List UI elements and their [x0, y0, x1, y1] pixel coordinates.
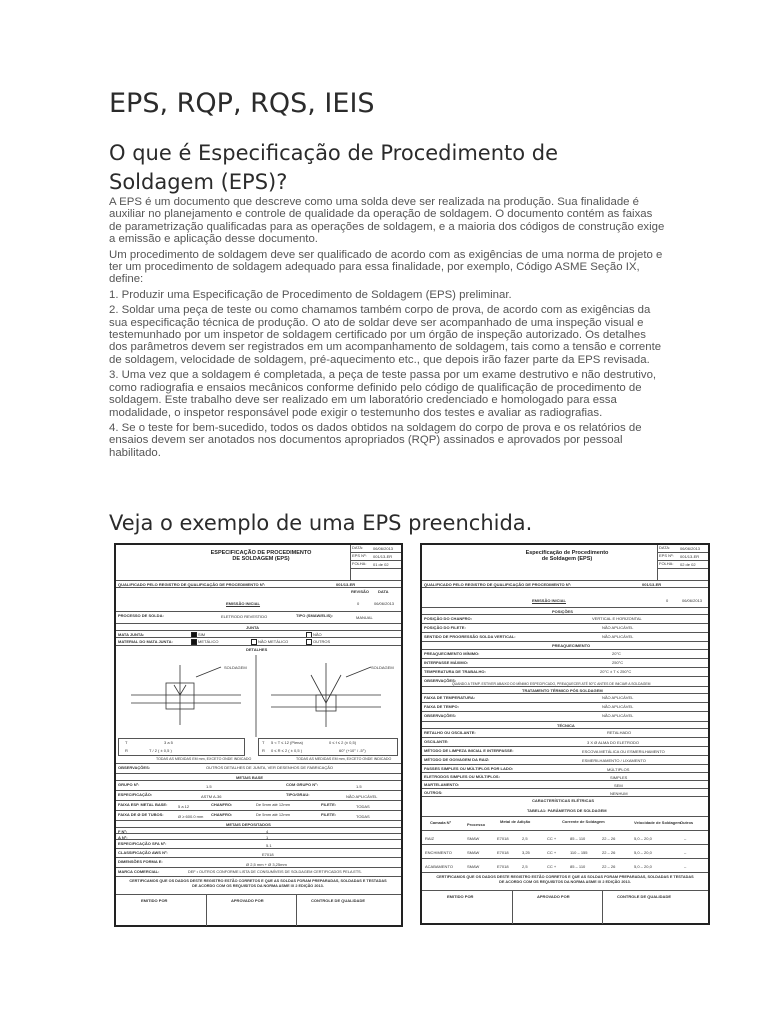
table-cell: E7018: [497, 850, 509, 855]
weld-label: SOLDAGEM: [224, 665, 247, 670]
table-cell: E7018: [497, 836, 509, 841]
table-row: [422, 830, 708, 845]
table-cell: –: [684, 850, 687, 855]
table-cell: 85 – 110: [570, 836, 586, 841]
table-cell: CC +: [547, 836, 557, 841]
weld-label: SOLDAGEM: [371, 665, 394, 670]
table-cell: 22 – 26: [602, 850, 616, 855]
table-cell: RAIZ: [425, 836, 435, 841]
table-cell: ENCHIMENTO: [425, 850, 452, 855]
form-title: Especificação de Procedimento de Soldagem (EPS): [525, 550, 609, 562]
table-cell: 22 – 26: [602, 864, 616, 869]
table-cell: 5,0 – 20,0: [634, 836, 652, 841]
table-cell: 3,25: [522, 850, 530, 855]
detail-table-left: T 3 a 5 R T / 2 ( ± 0,5 ): [118, 738, 245, 756]
paragraph: A EPS é um documento que descreve como uma solda deve ser realizada na produção. Sua finalidade é auxiliar no planejamento e controle de qualidade da operação de soldagem. O documento contém as faixas de parametrização qualificadas para as operações de soldagem, e a maioria dos códigos de construção exige a emissão e aplicação desse documento.: [109, 196, 665, 246]
table-cell: SMAW: [467, 836, 480, 841]
form-header-cells: DATA: 06/06/2013 EPS Nº: 001/13-ER FOLHA: 02 de 02: [657, 545, 708, 580]
eps-form-page-1: ESPECIFICAÇÃO DE PROCEDIMENTO DE SOLDAGEM (EPS) DATA: 06/06/2013 EPS Nº: 001/13-ER FOLHA: 01 de 02 QUALIFICADO PELO REGISTRO DE QUALIFICAÇÃO DE PROCEDIMENTO Nº: 001/13-ER REVISÃO DATA EMISSÃO INICIAL 0 06/06/2013 PROCESSO DE SOLDA: ELETRODO REVESTIDO TIPO (SMAW/ELIS): MANUAL JUNTA MATA JUNTA: SIM NÃO MATERIAL DO MATA JUNTA: METÁLICO NÃO METÁLICO OUTROS DETALHES SOLDAGEM SOLDAGEM T 3 a 5 R T / 2 ( ± 0,5 ) T 5 < T ≤ 12 (Plena) R 0 ≤ R ≤ 2 ( ± 0,5 ) 0 ≤ f ≤ 2 (± 0,5) 60° (+10° / -5°) TODAS AS MEDIDAS EM mm, EXCETO ONDE INDICADO TODAS AS MEDIDAS EM mm, EXCETO ONDE INDICADO OBSERVAÇÕES: OUTROS DETALHES DE JUNTA, VER DESENHOS DE FABRICAÇÃO METAIS BASE GRUPO Nº: 1.5 COM GRUPO Nº: 1.5 ESPECIFICAÇÃO: ASTM A-36 TIPO/GRAU: NÃO APLICÁVEL FAIXA ESP. METAL BASE: 5 a 12 CHANFRO: De 5mm até 12mm FILETE: TODAS FAIXA DE Ø DE TUBOS: Ø ≥ 600.0 mm CHANFRO: De 5mm até 12mm FILETE: TODAS METAIS DEPOSITADOS F Nº: 4 A Nº: 1 ESPECIFICAÇÃO SFA Nº: 5.1 CLASSIFICAÇÃO AWS Nº: E7018 DIMENSÕES FORMA E: Ø 2,5 mm + Ø 3,25mm MARCA COMERCIAL: DEF • OUTROS CONFORME LISTA DE CONSUMÍVEIS DE SOLDAGEM CERTIFICADOS PELA ETS. CERTIFICAMOS QUE OS DADOS DESTE REGISTRO ESTÃO CORRETOS E QUE AS SOLDAS FORAM PREPARADAS, SOLDADAS E TESTADAS DE ACORDO COM OS REQUISITOS DA NORMA ASME IX 2 EDIÇÃO 2013. EMITIDO POR APROVADO POR CONTROLE DE QUALIDADE: [114, 543, 403, 927]
params-table-header: Camada Nº Processo Metal de Adição Corrente de Soldagem Velocidade de Soldagem Outros: [422, 816, 708, 831]
article-body: [109, 196, 665, 462]
paragraph: 4. Se o teste for bem-sucedido, todos os dados obtidos na soldagem do corpo de prova e os relatórios de ensaios devem ser anotados nos documentos apropriados (RQP) assinados e aprovados por pessoal habilitado.: [109, 421, 642, 459]
table-row: [422, 844, 708, 859]
table-cell: –: [684, 864, 687, 869]
table-row: [422, 858, 708, 873]
table-cell: 2,5: [522, 836, 528, 841]
form-header-cells: DATA: 06/06/2013 EPS Nº: 001/13-ER FOLHA: 01 de 02: [350, 545, 401, 580]
table-cell: 85 – 110: [570, 864, 586, 869]
table-cell: SMAW: [467, 850, 480, 855]
table-cell: ACABAMENTO: [425, 864, 453, 869]
page-title: EPS, RQP, RQS, IEIS: [109, 88, 375, 119]
table-cell: 2,5: [522, 864, 528, 869]
table-cell: –: [684, 836, 687, 841]
eps-form-page-2: Especificação de Procedimento de Soldagem (EPS) DATA: 06/06/2013 EPS Nº: 001/13-ER FOLHA: 02 de 02 QUALIFICADO PELO REGISTRO DE QUALIFICAÇÃO DE PROCEDIMENTO Nº: 001/13-ER EMISSÃO INICIAL 0 06/06/2013 POSIÇÕES POSIÇÃO DO CHANFRO: VERTICAL E HORIZONTAL POSIÇÃO DO FILETE: NÃO APLICÁVEL SENTIDO DE PROGRESSÃO SOLDA VERTICAL: NÃO APLICÁVEL PREAQUECIMENTO PREAQUECIMENTO MÍNIMO: 20°C INTERPASSE MÁXIMO: 250°C TEMPERATURA DE TRABALHO: 20°C ± T ≤ 250°C OBSERVAÇÕES: QUANDO A TEMP. ESTIVER ABAIXO DO MÍNIMO ESPECIFICADO, PREAQUECER ATÉ 50°C ANTES DE INICIAR A SOLDAGEM TRATAMENTO TÉRMICO PÓS SOLDAGEM FAIXA DE TEMPERATURA: NÃO APLICÁVEL FAIXA DE TEMPO: NÃO APLICÁVEL OBSERVAÇÕES: NÃO APLICÁVEL TÉCNICA RETALHO OU OSCILANTE: RETALHADO OSCILANTE: 3 X Ø ALMA DO ELETRODO MÉTODO DE LIMPEZA INICIAL E INTERPASSE: ESCOVA METÁLICA OU ESMERILHAMENTO MÉTODO DE GOIVAGEM DA RAIZ: ESMERILHAMENTO / LIXAMENTO PASSES SIMPLES OU MÚLTIPLOS POR LADO: MÚLTIPLOS ELETRODOS SIMPLES OU MÚLTIPLOS: SIMPLES MARTELAMENTO: SEM OUTROS: NENHUM CARACTERÍSTICAS ELÉTRICAS TABELA1: PARÂMETROS DE SOLDAGEM Camada Nº Processo Metal de Adição Corrente de Soldagem Velocidade de Soldagem Outros RAIZ SMAW E7018 2,5 CC + 85 – 110 22 – 26 5,0 – 20,0 – ENCHIMENTO SMAW E7018 3,25 CC + 110 – 155 22 – 26 5,0 – 20,0 – ACABAMENTO SMAW E7018 2,5 CC + 85 – 110 22 – 26 5,0 – 20,0 – CERTIFICAMOS QUE OS DADOS DESTE REGISTRO ESTÃO CORRETOS E QUE AS SOLDAS FORAM PREPARADAS, SOLDADAS E TESTADAS DE ACORDO COM OS REQUISITOS DA NORMA ASME IX 2 EDIÇÃO 2013. EMITIDO POR APROVADO POR CONTROLE DE QUALIDADE: [420, 543, 710, 925]
table-cell: 110 – 155: [570, 850, 588, 855]
table-cell: SMAW: [467, 864, 480, 869]
table-cell: CC +: [547, 864, 557, 869]
table-cell: 5,0 – 20,0: [634, 864, 652, 869]
paragraph: 3. Uma vez que a soldagem é completada, a peça de teste passa por um exame destrutivo e não destrutivo, como radiografia e ensaios mecânicos conforme definido pelo código de qualificação de procedimento de soldagem. Este trabalho deve ser realizado em um laboratório credenciado e homologado para essa modalidade, o inspetor responsável pode exigir o testemunho dos testes e avaliar as radiografias.: [109, 369, 657, 419]
section-heading-eps: O que é Especificação de Procedimento de Soldagem (EPS)?: [109, 141, 559, 194]
section-heading-example: Veja o exemplo de uma EPS preenchida.: [109, 511, 533, 535]
detail-table-right: T 5 < T ≤ 12 (Plena) R 0 ≤ R ≤ 2 ( ± 0,5 ) 0 ≤ f ≤ 2 (± 0,5) 60° (+10° / -5°): [258, 738, 398, 756]
table-cell: 5,0 – 20,0: [634, 850, 652, 855]
paragraph: 2. Soldar uma peça de teste ou como chamamos também corpo de prova, de acordo com as exigências da sua especificação técnica de produção. O ato de soldar deve ser acompanhado de uma inspeção visual e testemunhado por um inspetor de soldagem certificado por um órgão de inspeção autorizado. Os detalhes dos parâmetros devem ser registrados em um acompanhamento de soldagem, tais como a tensão e corrente de soldagem, velocidade de soldagem, pré-aquecimento etc., que depois irão fazer parte da EPS revisada.: [109, 304, 662, 366]
form-title: ESPECIFICAÇÃO DE PROCEDIMENTO DE SOLDAGEM (EPS): [210, 550, 312, 562]
table-cell: E7018: [497, 864, 509, 869]
paragraph: 1. Produzir uma Especificação de Procedimento de Soldagem (EPS) preliminar.: [109, 288, 512, 301]
table-cell: CC +: [547, 850, 557, 855]
table-cell: 22 – 26: [602, 836, 616, 841]
joint-detail-drawing: [126, 655, 394, 737]
paragraph: Um procedimento de soldagem deve ser qualificado de acordo com as exigências de uma norma de projeto e ter um procedimento de soldagem adequado para essa finalidade, por exemplo, Código ASME Seção IX, define:: [109, 248, 663, 286]
